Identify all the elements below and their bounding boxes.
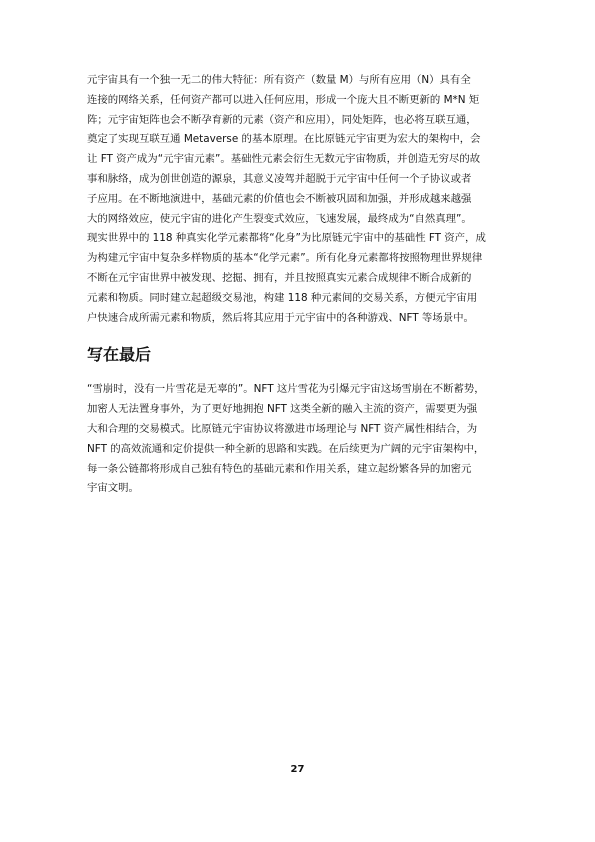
section-heading: 写在最后: [87, 345, 152, 365]
text-line: 户快速合成所需元素和物质，然后将其应用于元宇宙中的各种游戏、NFT 等场景中。: [87, 311, 474, 324]
text-line: 每一条公链都将形成自己独有特色的基础元素和作用关系，建立起纷繁各异的加密元: [87, 462, 472, 475]
text-line: 阵；元宇宙矩阵也会不断孕育新的元素（资产和应用），同处矩阵，也必将互联互通，: [87, 113, 477, 126]
text-line: 大和合理的交易模式。比原链元宇宙协议将激进市场理论与 NFT 资产属性相结合，为: [87, 422, 478, 435]
text-line: 现实世界中的 118 种真实化学元素都将“化身”为比原链元宇宙中的基础性 FT 资产，成: [87, 232, 486, 245]
page-content: [87, 71, 513, 499]
text-line: NFT 的高效流通和定价提供一种全新的思路和实践。在后续更为广阔的元宇宙架构中，: [87, 442, 485, 455]
page-number: 27: [290, 764, 305, 775]
text-line: 子应用。在不断地演进中，基础元素的价值也会不断被巩固和加强，并形成越来越强: [87, 192, 472, 205]
text-line: 大的网络效应，使元宇宙的进化产生裂变式效应，飞速发展，最终成为“自然真理”。: [87, 212, 472, 225]
text-line: 事和脉络，成为创世创造的源泉，其意义凌驾并超脱于元宇宙中任何一个子协议或者: [87, 172, 472, 185]
text-line: “雪崩时，没有一片雪花是无辜的”。NFT 这片雪花为引爆元宇宙这场雪崩在不断蓄势，: [87, 383, 485, 396]
text-line: 让 FT 资产成为“元宇宙元素”。基础性元素会衍生无数元宇宙物质，并创造无穷尽的故: [87, 153, 481, 166]
text-line: 元素和物质。同时建立起超级交易池，构建 118 种元素间的交易关系，方便元宇宙用: [87, 291, 478, 304]
text-line: 宇宙文明。: [87, 482, 139, 495]
paragraph-block-2: [87, 380, 513, 499]
text-line: 不断在元宇宙世界中被发现、挖掘、拥有，并且按照真实元素合成规律不断合成新的: [87, 271, 472, 284]
text-line: 加密人无法置身事外，为了更好地拥抱 NFT 这类全新的融入主流的资产，需要更为强: [87, 403, 478, 416]
text-line: 元宇宙具有一个独一无二的伟大特征：所有资产（数量 M）与所有应用（N）具有全: [87, 74, 471, 86]
text-line: 奠定了实现互联互通 Metaverse 的基本原理。在比原链元宇宙更为宏大的架构中，会: [87, 133, 481, 146]
paragraph-block-1: [87, 71, 513, 328]
text-line: 连接的网络关系，任何资产都可以进入任何应用，形成一个庞大且不断更新的 M*N 矩: [87, 93, 480, 106]
text-line: 为构建元宇宙中复杂多样物质的基本“化学元素”。所有化身元素都将按照物理世界规律: [87, 252, 483, 265]
